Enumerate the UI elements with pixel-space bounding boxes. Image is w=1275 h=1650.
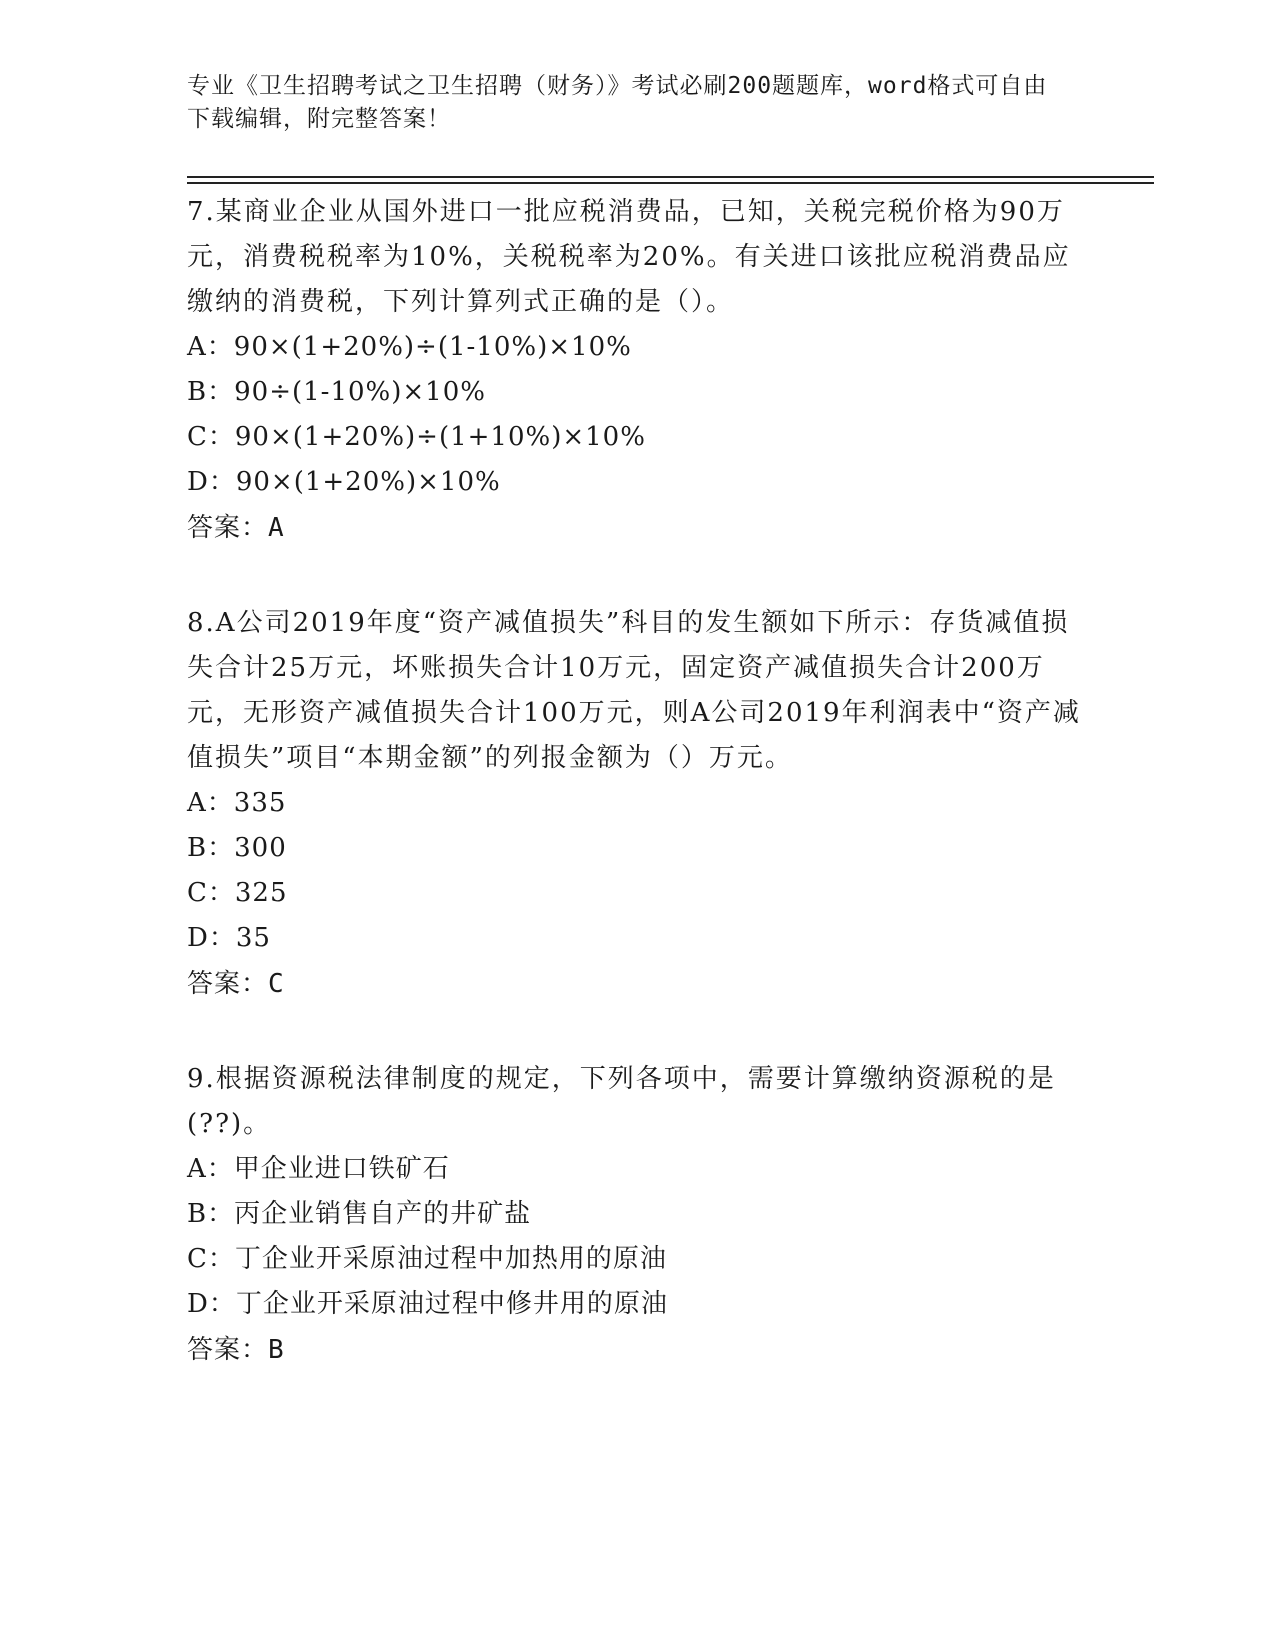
option-c: C：90×(1+20%)÷(1+10%)×10% (187, 422, 646, 452)
question-text: 8.A公司2019年度“资产减值损失”科目的发生额如下所示：存货减值损失合计25万元，坏账损失合计10万元，固定资产减值损失合计200万元，无形资产减值损失合计100万元，则A公司2019年利润表中“资产减值损失”项目“本期金额”的列报金额为（）万元。 (187, 608, 1081, 773)
question-list (187, 190, 1087, 1423)
header-divider-bottom (187, 182, 1154, 184)
option-a: A：90×(1+20%)÷(1-10%)×10% (187, 332, 632, 362)
answer-label: 答案：B (187, 1335, 285, 1365)
question-8 (187, 601, 1087, 1007)
option-b: B：丙企业销售自产的井矿盐 (187, 1199, 532, 1229)
question-7 (187, 190, 1087, 551)
header-divider-top (187, 176, 1154, 178)
question-text: 7.某商业企业从国外进口一批应税消费品，已知，关税完税价格为90万元，消费税税率为10%，关税税率为20%。有关进口该批应税消费品应缴纳的消费税，下列计算列式正确的是（）。 (187, 197, 1071, 317)
question-text: 9.根据资源税法律制度的规定，下列各项中，需要计算缴纳资源税的是(??)。 (187, 1064, 1056, 1139)
option-b: B：90÷(1-10%)×10% (187, 377, 486, 407)
option-d: D：35 (187, 923, 271, 953)
option-a: A：甲企业进口铁矿石 (187, 1154, 450, 1184)
question-9 (187, 1057, 1087, 1373)
option-list (187, 325, 1087, 505)
option-a: A：335 (187, 788, 287, 818)
answer-label: 答案：A (187, 513, 285, 543)
document-header: 专业《卫生招聘考试之卫生招聘（财务）》考试必刷200题题库，word格式可自由下载编辑，附完整答案！ (187, 73, 1048, 132)
option-c: C：325 (187, 878, 288, 908)
option-list (187, 781, 1087, 961)
option-list (187, 1147, 1087, 1327)
option-d: D：丁企业开采原油过程中修井用的原油 (187, 1289, 668, 1319)
option-d: D：90×(1+20%)×10% (187, 467, 501, 497)
option-c: C：丁企业开采原油过程中加热用的原油 (187, 1244, 667, 1274)
answer-label: 答案：C (187, 969, 285, 999)
option-b: B：300 (187, 833, 287, 863)
